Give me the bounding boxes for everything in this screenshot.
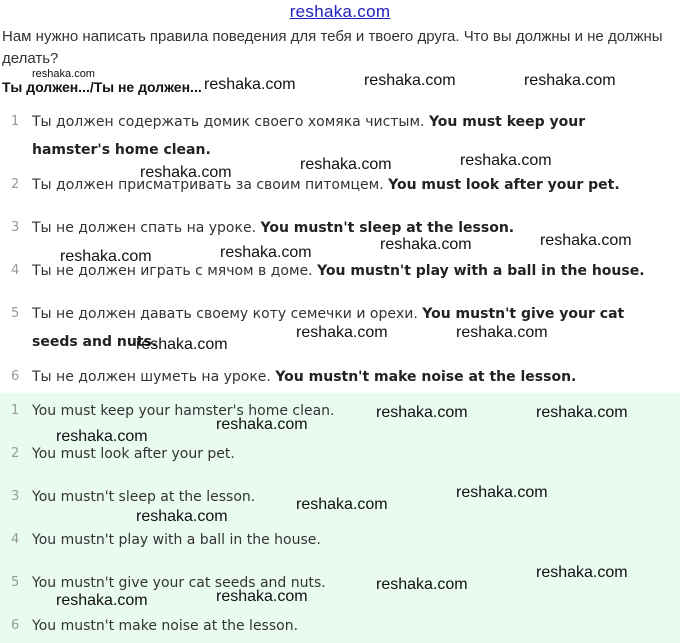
russian-sentence: Ты не должен давать своему коту семечки и орехи. — [32, 306, 418, 322]
watermark: reshaka.com — [32, 68, 95, 80]
item-number: 4 — [11, 263, 20, 278]
watermark: reshaka.com — [456, 324, 548, 341]
watermark: reshaka.com — [216, 588, 308, 605]
task-item — [0, 171, 660, 199]
watermark: reshaka.com — [136, 508, 228, 525]
watermark: reshaka.com — [220, 244, 312, 261]
watermark: reshaka.com — [56, 592, 148, 609]
watermark: reshaka.com — [380, 236, 472, 253]
watermark: reshaka.com — [460, 152, 552, 169]
english-translation: You must keep your hamster's home clean. — [32, 114, 586, 158]
item-number: 6 — [11, 369, 20, 384]
watermark: reshaka.com — [300, 156, 392, 173]
item-number: 3 — [11, 489, 20, 504]
watermark: reshaka.com — [364, 72, 456, 89]
english-translation: You mustn't make noise at the lesson. — [275, 369, 577, 385]
answer-text: You mustn't make noise at the lesson. — [32, 618, 299, 634]
item-number: 5 — [11, 306, 20, 321]
answer-item — [0, 612, 660, 640]
site-logo[interactable]: reshaka.com — [289, 2, 391, 21]
watermark: reshaka.com — [376, 404, 468, 421]
item-number: 2 — [11, 446, 20, 461]
watermark: reshaka.com — [536, 564, 628, 581]
item-number: 5 — [11, 575, 20, 590]
watermark: reshaka.com — [376, 576, 468, 593]
watermark: reshaka.com — [456, 484, 548, 501]
task-text — [24, 363, 660, 391]
answer-text: You mustn't sleep at the lesson. — [32, 489, 256, 505]
item-number: 3 — [11, 220, 20, 235]
watermark: reshaka.com — [204, 76, 296, 93]
item-number: 4 — [11, 532, 20, 547]
item-number: 6 — [11, 618, 20, 633]
english-translation: You mustn't play with a ball in the house. — [317, 263, 645, 279]
watermark: reshaka.com — [536, 404, 628, 421]
english-translation: You must look after your pet. — [388, 177, 620, 193]
watermark: reshaka.com — [540, 232, 632, 249]
answer-item — [0, 526, 660, 554]
watermark: reshaka.com — [136, 336, 228, 353]
answer-text: You mustn't play with a ball in the house. — [32, 532, 321, 548]
russian-sentence: Ты не должен играть с мячом в доме. — [32, 263, 313, 279]
watermark: reshaka.com — [296, 324, 388, 341]
english-translation: You mustn't give your cat seeds and nuts. — [32, 306, 625, 350]
russian-sentence: Ты не должен шуметь на уроке. — [32, 369, 271, 385]
answer-text: You mustn't give your cat seeds and nuts. — [32, 575, 326, 591]
russian-sentence: Ты должен содержать домик своего хомяка чистым. — [32, 114, 425, 130]
answer-text: You must look after your pet. — [32, 446, 235, 462]
russian-sentence: Ты должен присматривать за своим питомцем. — [32, 177, 384, 193]
english-translation: You mustn't sleep at the lesson. — [260, 220, 515, 236]
watermark: reshaka.com — [140, 164, 232, 181]
task-instructions: Нам нужно написать правила поведения для тебя и твоего друга. Что вы должны и не должны делать? — [2, 28, 663, 67]
watermark: reshaka.com — [56, 428, 148, 445]
watermark: reshaka.com — [60, 248, 152, 265]
item-number: 1 — [11, 114, 20, 129]
watermark: reshaka.com — [216, 416, 308, 433]
section-label: Ты должен.../Ты не должен... — [2, 79, 202, 95]
task-text — [24, 171, 660, 199]
task-item — [0, 363, 660, 391]
watermark: reshaka.com — [296, 496, 388, 513]
item-number: 1 — [11, 403, 20, 418]
russian-sentence: Ты не должен спать на уроке. — [32, 220, 257, 236]
item-number: 2 — [11, 177, 20, 192]
watermark: reshaka.com — [524, 72, 616, 89]
answer-text: You must keep your hamster's home clean. — [32, 403, 335, 419]
